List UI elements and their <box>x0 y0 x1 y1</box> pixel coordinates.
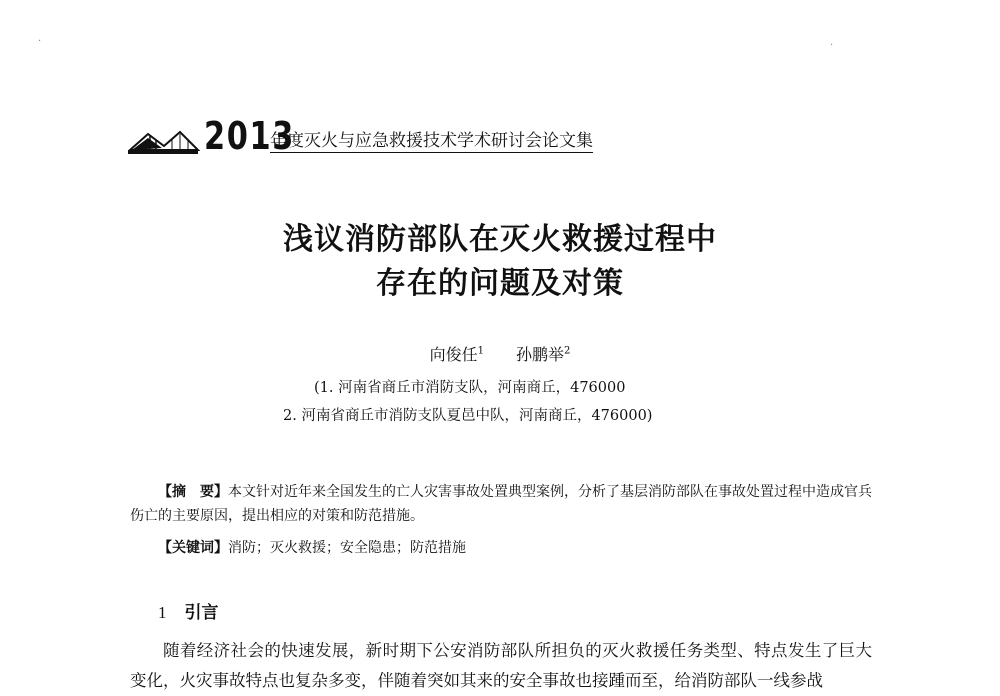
paper-title-line-1: 浅议消防部队在灭火救援过程中 <box>283 222 717 257</box>
scan-speck: · <box>38 36 42 47</box>
affiliation-2: 2. 河南省商丘市消防支队夏邑中队，河南商丘，476000) <box>283 408 653 424</box>
section-number: 1 <box>158 603 167 622</box>
scan-speck: · <box>830 40 834 51</box>
paper-title-line-2: 存在的问题及对策 <box>376 266 624 301</box>
author-2-affiliation-mark: 2 <box>564 345 571 357</box>
abstract <box>130 480 872 528</box>
section-heading <box>158 598 219 623</box>
keywords-label: 【关键词】 <box>158 540 228 556</box>
author-1-affiliation-mark: 1 <box>477 345 484 357</box>
section-title: 引言 <box>184 603 219 623</box>
keywords-text: 消防；灭火救援；安全隐患；防范措施 <box>228 540 466 556</box>
abstract-text: 本文针对近年来全国发生的亡人灾害事故处置典型案例，分析了基层消防部队在事故处置过程中造成官兵伤亡的主要原因，提出相应的对策和防范措施。 <box>130 484 872 524</box>
keywords <box>158 536 858 560</box>
author-2: 孙鹏举 <box>516 345 565 364</box>
proceedings-title: 年度灭火与应急救援技术学术研讨会论文集 <box>270 131 593 151</box>
author-list <box>0 342 1000 365</box>
author-1: 向俊任 <box>429 345 478 364</box>
book-logo-icon <box>128 124 200 156</box>
header-year: 2013 <box>204 114 296 158</box>
proceedings-header <box>128 114 688 158</box>
abstract-label: 【摘 要】 <box>158 484 228 500</box>
affiliation-1: (1. 河南省商丘市消防支队，河南商丘，476000 <box>314 380 626 396</box>
body-paragraph: 随着经济社会的快速发展，新时期下公安消防部队所担负的灭火救援任务类型、特点发生了巨大变化，火灾事故特点也复杂多变，伴随着突如其来的安全事故也接踵而至，给消防部队一线参战 <box>130 641 872 690</box>
